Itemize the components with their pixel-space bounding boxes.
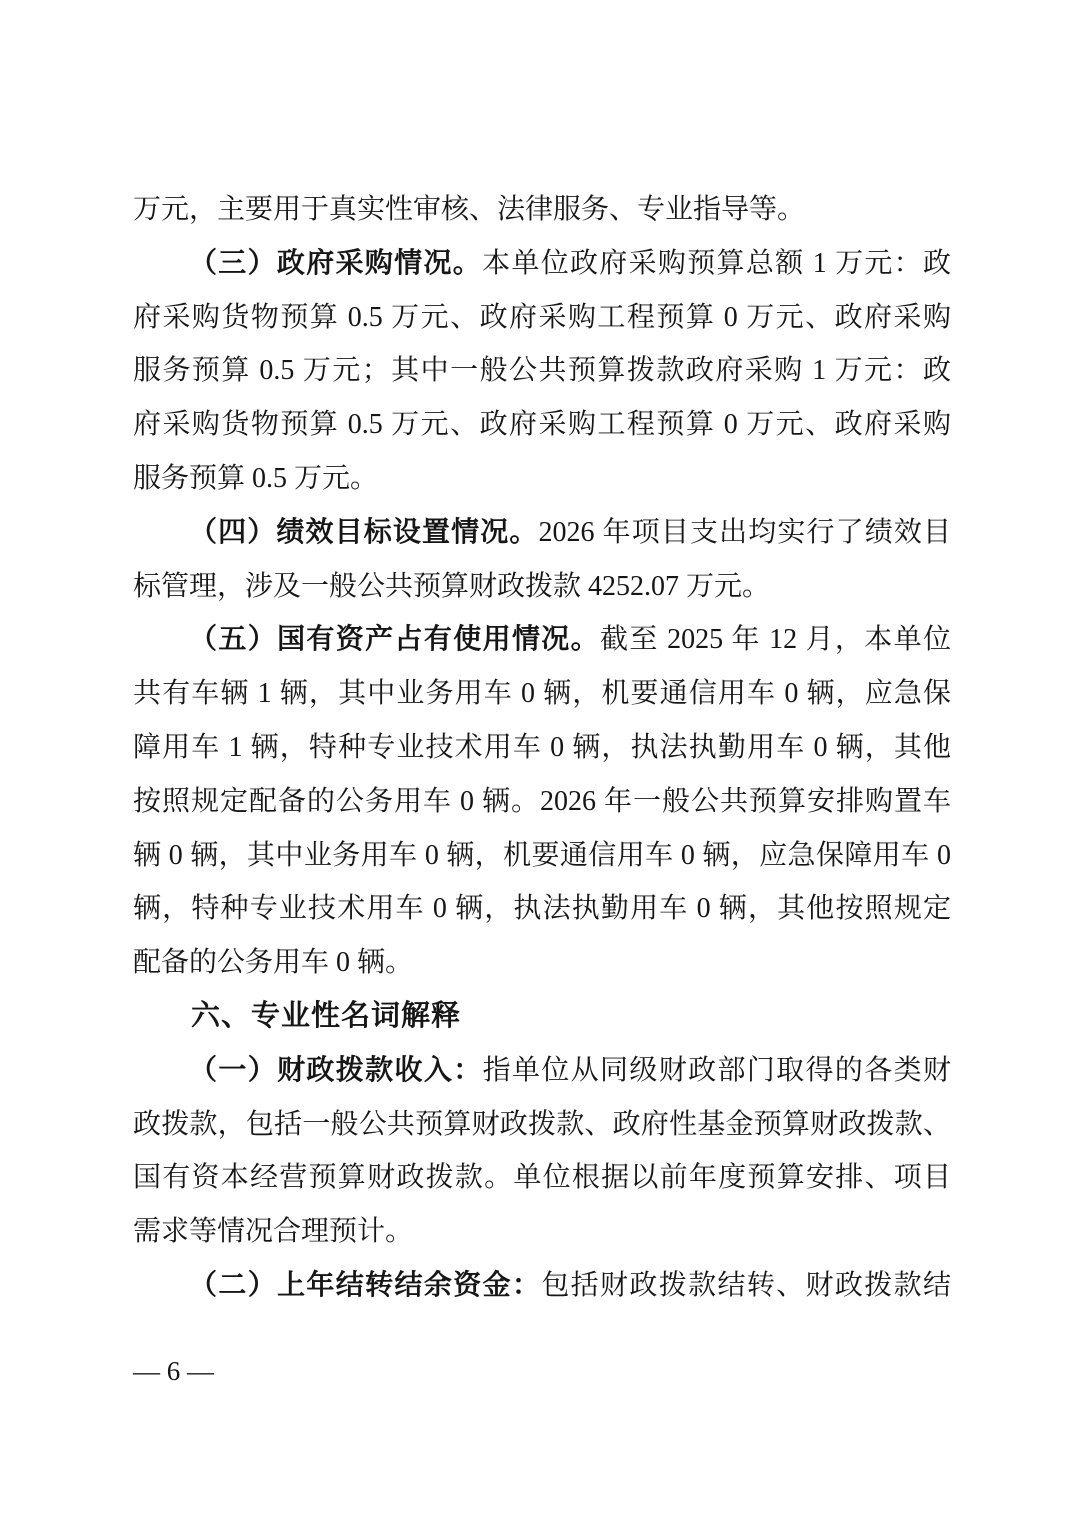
line-text: 2026 年项目支出均实行了绩效目 <box>538 516 951 548</box>
document-line <box>133 398 951 452</box>
line-text: 障用车 1 辆，特种专业技术用车 0 辆，执法执勤用车 0 辆，其他 <box>133 731 951 763</box>
section-label: （四）绩效目标设置情况。 <box>189 516 539 548</box>
line-text: 政拨款，包括一般公共预算财政拨款、政府性基金预算财政拨款、 <box>133 1108 951 1140</box>
document-line <box>133 1151 951 1205</box>
line-text: 共有车辆 1 辆，其中业务用车 0 辆，机要通信用车 0 辆，应急保 <box>133 678 951 710</box>
line-text: 标管理，涉及一般公共预算财政拨款 4252.07 万元。 <box>133 570 771 602</box>
document-line <box>133 452 951 506</box>
document-line <box>133 183 951 237</box>
document-line <box>133 667 951 721</box>
document-line <box>133 560 951 614</box>
document-line <box>133 775 951 829</box>
line-text: 府采购货物预算 0.5 万元、政府采购工程预算 0 万元、政府采购 <box>133 301 951 333</box>
line-text: 需求等情况合理预计。 <box>133 1216 414 1248</box>
line-text: 国有资本经营预算财政拨款。单位根据以前年度预算安排、项目 <box>133 1162 951 1194</box>
line-text: 配备的公务用车 0 辆。 <box>133 947 414 979</box>
section-label: （三）政府采购情况。 <box>189 247 483 279</box>
term-label: （二）上年结转结余资金： <box>189 1269 542 1301</box>
document-line <box>133 1259 951 1313</box>
term-label: （一）财政拨款收入： <box>189 1054 483 1086</box>
document-line <box>133 237 951 291</box>
document-line <box>133 936 951 990</box>
line-text: 辆 0 辆，其中业务用车 0 辆，机要通信用车 0 辆，应急保障用车 0 <box>133 839 951 871</box>
line-text: 截至 2025 年 12 月，本单位 <box>600 624 951 656</box>
page-number: — 6 — <box>133 1356 214 1386</box>
line-text: 服务预算 0.5 万元。 <box>133 462 379 494</box>
line-text: 包括财政拨款结转、财政拨款结 <box>541 1269 951 1301</box>
section-label: （五）国有资产占有使用情况。 <box>189 624 601 656</box>
line-text: 府采购货物预算 0.5 万元、政府采购工程预算 0 万元、政府采购 <box>133 409 951 441</box>
line-text: 服务预算 0.5 万元；其中一般公共预算拨款政府采购 1 万元：政 <box>133 355 951 387</box>
line-text: 本单位政府采购预算总额 1 万元：政 <box>482 247 951 279</box>
document-body <box>133 183 951 1313</box>
document-line <box>133 1044 951 1098</box>
document-line <box>133 829 951 883</box>
document-line <box>133 1205 951 1259</box>
document-line <box>133 721 951 775</box>
document-line <box>133 344 951 398</box>
line-text: 辆，特种专业技术用车 0 辆，执法执勤用车 0 辆，其他按照规定 <box>133 893 951 925</box>
section-heading: 六、专业性名词解释 <box>191 999 462 1032</box>
line-text: 万元，主要用于真实性审核、法律服务、专业指导等。 <box>133 194 806 225</box>
document-line <box>133 882 951 936</box>
line-text: 按照规定配备的公务用车 0 辆。2026 年一般公共预算安排购置车 <box>133 785 951 817</box>
document-line <box>133 1098 951 1152</box>
line-text: 指单位从同级财政部门取得的各类财 <box>482 1054 951 1086</box>
document-line <box>133 291 951 345</box>
document-line <box>133 613 951 667</box>
document-line <box>133 506 951 560</box>
